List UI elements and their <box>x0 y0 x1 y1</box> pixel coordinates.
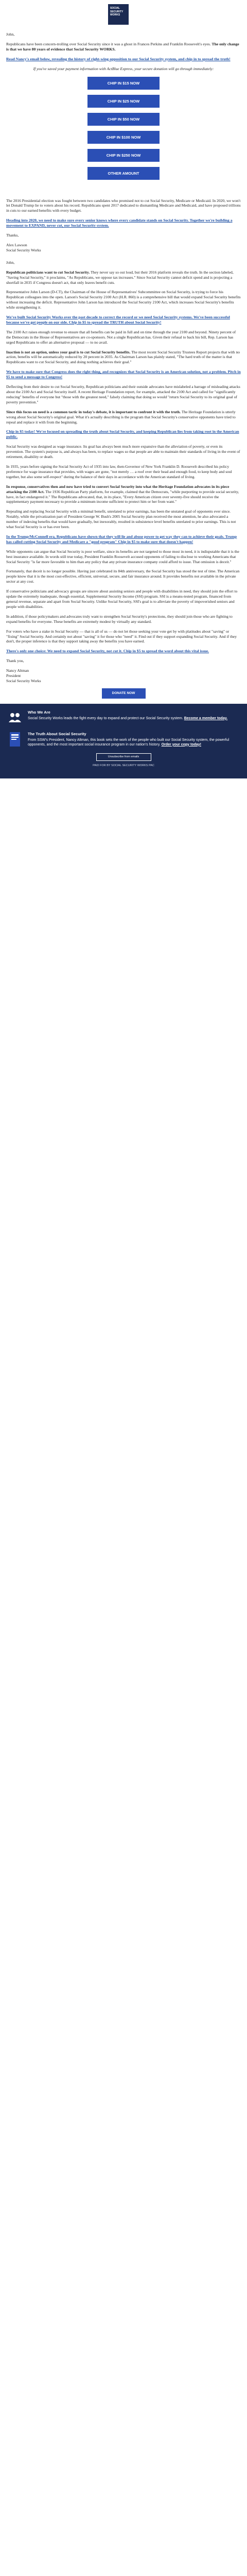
order-book-link[interactable]: Order your copy today! <box>161 742 201 747</box>
spacer <box>6 185 241 198</box>
logo-bar <box>0 0 247 32</box>
chip-in-25-button[interactable]: CHIP IN $25 NOW <box>87 95 160 108</box>
email-page <box>0 0 247 778</box>
ssw-logo[interactable]: SOCIAL SECURITY WORKS <box>108 4 129 25</box>
body-paragraph: Representative John Larson (D-CT), the Chairman of the House of Representatives' Subcommittee on Social Security, is trying to force his Republican colleagues into the open. Larson's Social Security 2100 Act (H.R. 860) is a comprehensive bill that would expand Social Security benefits without increasing the deficit. Representative John Larson has introduced the Social Security 2100 Act, which increases Social Security's benefits while strengthening it. <box>6 290 241 310</box>
signature-org: Social Security Works <box>6 678 41 683</box>
book-cover-icon <box>7 732 23 747</box>
footer-description: From SSW's President, Nancy Altman, this book sets the work of the people who built our Social Security system, the powerful opponents, and the most important social insurance program in our nation's history. <box>28 738 230 747</box>
people-icon <box>7 710 23 725</box>
chip-in-15-button[interactable]: CHIP IN $15 NOW <box>87 77 160 90</box>
body-paragraph: While opponents can argue that Social Security is poor welfare, since its benefits are not targeted to those most in need, it is indisputable that it is the best insurance available. In words still true today, President Franklin Roosevelt accused opponents of failing to disclose to working Americans that Social Security "is far more favorable to him than any policy that any private insurance company could afford to issue. That omission is deceit." <box>6 549 239 564</box>
footer-text <box>28 716 227 721</box>
body-paragraph: Repealing and replacing Social Security with a minimal benefit, unrelated to prior earnings, has been the unstated goal of opponents ever since. Notably, while the privatization part of President George W. Bush's 2005 Social Security plan received the most attention, he also advocated a number of indexing benefits that would have gradually, but inexorably, resulted in subsistence level benefits unrelated to prior earnings. This is not what Social Security is or has ever been. <box>6 509 236 530</box>
body-paragraph <box>6 484 241 505</box>
signature <box>6 243 241 253</box>
body-bold: In response, conservatives then and now have tried to convert Social Security into what the Heritage Foundation advocates in its piece attacking the 2100 Act. <box>6 484 230 494</box>
body-text: The most recent Social Security Trustees Report projects that with no action, benefits will be automatically reduced by 20 percent in 2035. As Chairman Larson has plainly stated, "The hard truth of the matter is that Republicans want to cut Social Security, and doing nothing achieves their goal." <box>6 349 240 365</box>
thanks: Thank you, <box>6 658 24 664</box>
other-amount-button[interactable]: OTHER AMOUNT <box>87 167 160 180</box>
become-member-link[interactable]: Become a member today. <box>184 716 228 720</box>
body-bold: Since this focus on need is a common tactic in today's debate, it is important to confront it with the truth. <box>6 409 181 414</box>
body-paragraph: The 2100 Act raises enough revenue to ensure that all benefits can be paid in full and on time through the year 2100 and beyond. Ninety percent of the Democrats in the House of Representatives are co-sponsors. Not a single Republican has. Given their refusal to back his bill, Rep. Larson has urged Republicans to offer an alternative proposal — to no avail. <box>6 329 236 345</box>
body-link[interactable]: We've built Social Security Works over the past decade to correct the record or we need Social Security systems. We've been successful because we've got people on our side. Chip in $5 to spread the TRUTH about Social Security! <box>6 315 230 325</box>
signature-org: Social Security Works <box>6 247 41 252</box>
second-greeting: John, <box>6 260 15 265</box>
greeting: John, <box>6 32 15 37</box>
signature-title: President <box>6 673 21 679</box>
intro-link[interactable]: Read Nancy's email below, revealing the history of right-wing opposition to our Social Security system, and chip in to spread the truth! <box>6 56 231 61</box>
body-bold: Republican politicians want to cut Social Security. <box>6 269 90 275</box>
body-paragraph <box>6 350 241 365</box>
footer-heading: Who We Are <box>28 709 50 715</box>
intro-lead: Republicans have been concern-trolling over Social Security since it was a ghost in Frances Perkins and Franklin Roosevelt's eyes. <box>6 41 211 46</box>
footer-who-we-are <box>0 710 247 725</box>
chip-in-50-button[interactable]: CHIP IN $50 NOW <box>87 113 160 126</box>
body-link[interactable]: Heading into 2020, we need to make sure every senior knows where every candidate stands on Social Security. Together we're building a movement to EXPAND, never cut, our Social Security system. <box>6 218 233 228</box>
intro-emphasis: The only change is that we have 80 years of evidence that Social Security WORKS. <box>6 41 239 52</box>
footer-heading: The Truth About Social Security <box>28 731 86 736</box>
body-paragraph: Fortunately, that deceit is no longer possible. Having just celebrated its 84th anniversary, the Social Security has stood the test of time. The American people know that it is the most cost-effective, efficient, universal, secure, and fair insurance around. It provides benefits not available in the private sector at any cost. <box>6 569 240 584</box>
actblue-note: If you've saved your payment information with ActBlue Express, your secure donation will go through immediately: <box>33 66 214 71</box>
body-paragraph: Social Security was designed as wage insurance. Its goal has always been much more expansive than the alleviation of poverty, or even its prevention. The system's purpose is, and always has been, to replace wages so that people are able to maintain their standards of living in the event of retirement, disability or death. <box>6 444 240 460</box>
body-text: They never say so out loud, but their 2016 platform reveals the truth. In the section labeled, "Saving Social Security," it proclaims, "As Republicans, we oppose tax increases." Since Social Security cannot deficit spend and is projecting a shortfall in 2035 if Congress doesn't act, that only leaves benefit cuts. <box>6 269 234 285</box>
body-text: The Heritage Foundation is utterly wrong about Social Security's original goal. What it's actually describing is the program that Social Security's conservative opponents have tried to repeal and replace it with from the beginning. <box>6 409 236 425</box>
body-link[interactable]: We have to make sure that Congress does the right thing, and recognizes that Social Security is an American solution, not a problem. Pitch in $5 to send a message to Congress! <box>6 369 241 380</box>
paid-for-disclaimer: PAID FOR BY SOCIAL SECURITY WORKS PAC <box>93 764 154 767</box>
body-paragraph: In 1935, years before signing the Social Security Act of 1935 into law, then-Governor of New York Franklin D. Roosevelt described his policy preference for wage insurance that provides, with wages are gone, "not merely … a roof over their head and enough food, to keep body and soul together, but also some self-respect" during the balance of their days in accordance with the American standard of living. <box>6 464 232 479</box>
body-paragraph: For voters who have a stake in Social Security — that is all of us — do not let those seeking your vote get by with platitudes about "saving" or "fixing" Social Security. And certainly not about "saving" it for those who "need" it. Find out if they support expanding Social Security. And if they don't, the proper inference is that they support taking away the benefits you have earned. <box>6 629 237 644</box>
body-paragraph: Deflecting from their desire to cut Social Security, Republican politicians and their outside advocates have mislabeled a barrage of misleading attacks about the 2100 Act and Social Security itself. A recent Heritage Foundation report, for example, attacked the 2100 Act and called for "significantly reducing" benefits of everyone but "those with the greatest need," falsely claiming that doing so would "return Social Security to its original goal of poverty prevention." <box>6 384 240 404</box>
unsubscribe-link[interactable]: Unsubscribe from emails <box>96 753 151 761</box>
body-link[interactable]: In the Trump/McConnell era, Republicans have shown that they will lie and abuse power to get way they can to achieve their goals. Trump has called cutting Social Security and Medicare a "good program" Chip in $5 to make sure that doesn't happen! <box>6 534 237 544</box>
footer-who-text <box>28 710 227 725</box>
thanks: Thanks, <box>6 233 19 238</box>
body-paragraph: In addition, if those policymakers and advocates truly want to strengthen Social Security's protections, they should join those who are fighting to expand benefits for everyone. These benefits are extremely modest by virtually any standard. <box>6 614 233 624</box>
intro-paragraph <box>6 42 241 52</box>
body-paragraph <box>6 410 241 425</box>
signature-name: Nancy Altman <box>6 668 29 673</box>
body-text: The 1936 Republican Party platform, for example, claimed that the Democrats, "while purporting to provide social security, have, in fact endangered it." The Republicans advocated, that, in its place, "Every American citizen over seventy-five should receive the supplementary payment necessary to provide a minimum income sufficient to protect him or her from want." <box>6 489 239 504</box>
signature <box>6 668 241 684</box>
donate-now-button[interactable]: DONATE NOW <box>102 688 146 699</box>
footer-book <box>0 732 247 747</box>
footer-text <box>28 738 240 747</box>
body-paragraph <box>6 270 241 285</box>
signature-name: Alex Lawson <box>6 242 27 247</box>
body-paragraph: If conservative politicians and advocacy groups are sincere about assisting seniors and people with disabilities in need, they should join the effort to update the extremely inadequate, though essential, Supplemental Security Income (SSI) program. SSI is a means-tested program, financed from general revenue, separate and apart from Social Security. Unlike Social Security, SSI's goal is to alleviate the poverty of impoverished seniors and people with disabilities. <box>6 589 238 609</box>
body-link[interactable]: There's only one choice: We need to expand Social Security, not cut it. Chip in $5 to spread the word about this vital issue. <box>6 649 209 654</box>
body-link[interactable]: Chip in $5 today! We're focused on spreading the truth about Social Security, and keeping Republican lies from taking root in the American public. <box>6 429 239 439</box>
chip-in-100-button[interactable]: CHIP IN $100 NOW <box>87 131 160 144</box>
footer <box>0 704 247 778</box>
body-bold: Inaction is not an option, unless your goal is to cut Social Security benefits. <box>6 349 131 354</box>
body-paragraph: The 2016 Presidential election was fought between two candidates who promised not to cut Social Security, Medicare or Medicaid. In 2020, we won't let Donald Trump lie to voters about his record. Republicans spent 2017 dedicated to dismantling Medicare and Medicaid, and have proposed trillions in cuts to our earned benefits with every budget. <box>6 198 241 213</box>
chip-in-250-button[interactable]: CHIP IN $250 NOW <box>87 149 160 162</box>
footer-description: Social Security Works leads the fight every day to expand and protect our Social Security system. <box>28 716 183 720</box>
email-content <box>0 32 247 699</box>
footer-book-text <box>28 732 240 747</box>
